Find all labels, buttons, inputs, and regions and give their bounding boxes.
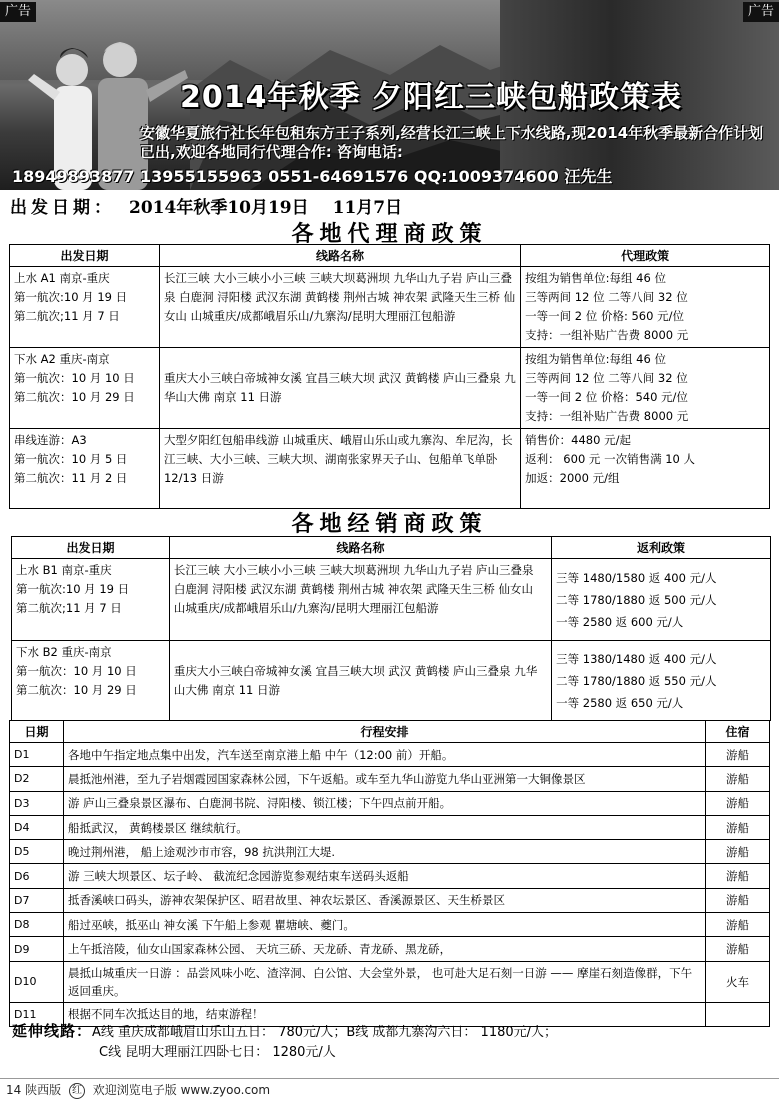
stay-cell: 游船 xyxy=(706,864,770,888)
stay-cell: 游船 xyxy=(706,937,770,961)
policy-line: 三等两间 12 位 二等八间 32 位 xyxy=(525,371,688,385)
dist-policy-table xyxy=(11,536,771,721)
policy-line: 销售价：4480 元/起 xyxy=(525,433,631,447)
policy-cell xyxy=(521,348,770,429)
policy-line: 支持：一组补贴广告费 8000 元 xyxy=(525,409,689,423)
table-row xyxy=(10,937,770,961)
route-cell: 重庆大小三峡白帝城神女溪 宜昌三峡大坝 武汉 黄鹤楼 庐山三叠泉 九华山大佛 南京 11 日游 xyxy=(169,641,551,721)
policy-line: 按组为销售单位:每组 46 位 xyxy=(525,352,666,366)
dates-cell xyxy=(10,429,160,509)
day-cell: D1 xyxy=(10,743,64,767)
header-route: 线路名称 xyxy=(169,537,551,559)
sailing-date: 第一航次:10 月 19 日 xyxy=(16,582,130,596)
policy-line: 支持：一组补贴广告费 8000 元 xyxy=(525,328,689,342)
plan-cell: 各地中午指定地点集中出发，汽车送至南京港上船 中午（12:00 前）开船。 xyxy=(63,743,705,767)
sailing-date: 第二航次;11 月 7 日 xyxy=(16,601,122,615)
table-row xyxy=(10,913,770,937)
policy-line: 加返：2000 元/组 xyxy=(525,471,620,485)
table-row xyxy=(10,864,770,888)
stay-cell: 火车 xyxy=(706,961,770,1002)
plan-cell: 晨抵池州港，至九子岩烟霞园国家森林公园，下午返船。或车至九华山游览九华山亚洲第一大铜像景区 xyxy=(63,767,705,791)
policy-cell xyxy=(521,429,770,509)
page-number: 14 xyxy=(6,1083,22,1097)
header-stay: 住宿 xyxy=(706,721,770,743)
sailing-date: 第一航次：10 月 10 日 xyxy=(16,664,137,678)
sailing-date: 第二航次;11 月 7 日 xyxy=(14,309,120,323)
plan-cell: 游 庐山三叠泉景区瀑布、白鹿洞书院、浔阳楼、锁江楼；下午四点前开船。 xyxy=(63,791,705,815)
plan-cell: 晚过荆州港， 船上途观沙市市容，98 抗洪荆江大堤. xyxy=(63,840,705,864)
table-header-row xyxy=(12,537,771,559)
rebate-cell xyxy=(552,559,771,641)
day-cell: D4 xyxy=(10,815,64,839)
policy-line: 三等两间 12 位 二等八间 32 位 xyxy=(525,290,688,304)
rebate-line: 二等 1780/1880 返 550 元/人 xyxy=(556,673,717,688)
table-header-row xyxy=(10,245,770,267)
stay-cell: 游船 xyxy=(706,815,770,839)
table-row xyxy=(10,743,770,767)
route-cell: 长江三峡 大小三峡小小三峡 三峡大坝葛洲坝 九华山九子岩 庐山三叠泉 白鹿洞 浔阳楼 武汉东湖 黄鹤楼 荆州古城 神农架 武隆天生三桥 仙女山 山城重庆/成都峨眉乐山/九寨沟/昆明大理丽江包船游 xyxy=(169,559,551,641)
departure-date-2: 11月7日 xyxy=(332,198,403,218)
day-cell: D2 xyxy=(10,767,64,791)
table-row xyxy=(10,429,770,509)
plan-cell: 抵香溪峡口码头，游神农架保护区、昭君故里、神农坛景区、香溪源景区、天生桥景区 xyxy=(63,888,705,912)
brand-logo-icon: 红 xyxy=(69,1083,85,1099)
hero-title: 2014年秋季 夕阳红三峡包船政策表 xyxy=(180,80,682,115)
day-cell: D6 xyxy=(10,864,64,888)
departure-label: 出发日期： xyxy=(10,198,115,218)
stay-cell: 游船 xyxy=(706,743,770,767)
table-row xyxy=(10,791,770,815)
sailing-date: 第二航次：10 月 29 日 xyxy=(16,683,137,697)
table-row xyxy=(12,559,771,641)
itinerary-table xyxy=(9,720,770,1027)
day-cell: D3 xyxy=(10,791,64,815)
table-row xyxy=(10,840,770,864)
rebate-line: 一等 2580 返 600 元/人 xyxy=(556,614,684,629)
agent-policy-table xyxy=(9,244,770,509)
day-cell: D7 xyxy=(10,888,64,912)
agent-policy-title: 各地代理商政策 xyxy=(291,221,488,247)
header-plan: 行程安排 xyxy=(63,721,705,743)
extension-line-1: A线 重庆成都峨眉山乐山五日： 780元/人；B线 成都九寨沟六日： 1180元/人； xyxy=(92,1025,558,1040)
stay-cell xyxy=(706,1002,770,1026)
plan-cell: 船过巫峡，抵巫山 神女溪 下午船上参观 瞿塘峡、夔门。 xyxy=(63,913,705,937)
extension-label: 延伸线路： xyxy=(12,1022,93,1040)
table-row xyxy=(10,767,770,791)
departure-line xyxy=(10,193,402,218)
stay-cell: 游船 xyxy=(706,767,770,791)
ad-label-left: 广告 xyxy=(0,2,36,22)
route-code: 下水 A2 重庆-南京 xyxy=(14,352,110,366)
dates-cell xyxy=(12,559,170,641)
day-cell: D11 xyxy=(10,1002,64,1026)
policy-line: 按组为销售单位:每组 46 位 xyxy=(525,271,666,285)
rebate-line: 三等 1480/1580 返 400 元/人 xyxy=(556,570,717,585)
route-code: 串线连游：A3 xyxy=(14,433,87,447)
stay-cell: 游船 xyxy=(706,840,770,864)
policy-cell xyxy=(521,267,770,348)
route-code: 上水 B1 南京-重庆 xyxy=(16,563,112,577)
rebate-line: 一等 2580 返 650 元/人 xyxy=(556,695,684,710)
day-cell: D8 xyxy=(10,913,64,937)
dist-policy-title: 各地经销商政策 xyxy=(291,511,488,537)
ad-label-right: 广告 xyxy=(743,2,779,22)
header-route: 线路名称 xyxy=(159,245,520,267)
route-code: 下水 B2 重庆-南京 xyxy=(16,645,112,659)
route-cell: 重庆大小三峡白帝城神女溪 宜昌三峡大坝 武汉 黄鹤楼 庐山三叠泉 九华山大佛 南京 11 日游 xyxy=(159,348,520,429)
extension-line-2: C线 昆明大理丽江四卧七日： 1280元/人 xyxy=(99,1045,336,1060)
hero-intro: 安徽华夏旅行社长年包租东方王子系列,经营长江三峡上下水线路,现2014年秋季最新合作计划已出,欢迎各地同行代理合作: 咨询电话: xyxy=(140,124,764,161)
sailing-date: 第一航次：10 月 5 日 xyxy=(14,452,128,466)
plan-cell: 船抵武汉， 黄鹤楼景区 继续航行。 xyxy=(63,815,705,839)
header-policy: 代理政策 xyxy=(521,245,770,267)
sailing-date: 第二航次：10 月 29 日 xyxy=(14,390,135,404)
dates-cell xyxy=(10,348,160,429)
header-rebate: 返利政策 xyxy=(552,537,771,559)
table-row xyxy=(10,348,770,429)
header-day: 日期 xyxy=(10,721,64,743)
table-row xyxy=(10,267,770,348)
table-header-row xyxy=(10,721,770,743)
page-footer xyxy=(0,1078,779,1100)
day-cell: D5 xyxy=(10,840,64,864)
sailing-date: 第二航次：11 月 2 日 xyxy=(14,471,128,485)
day-cell: D9 xyxy=(10,937,64,961)
plan-cell: 游 三峡大坝景区、坛子岭、 截流纪念园游览参观结束车送码头返船 xyxy=(63,864,705,888)
extension-lines xyxy=(12,1021,557,1063)
header-dates: 出发日期 xyxy=(12,537,170,559)
plan-cell: 根据不同车次抵达目的地，结束游程！ xyxy=(63,1002,705,1026)
sailing-date: 第一航次：10 月 10 日 xyxy=(14,371,135,385)
plan-cell: 晨抵山城重庆一日游 ：品尝风味小吃、渣滓洞、白公馆、大会堂外景， 也可赴大足石刻一日游 —— 摩崖石刻造像群，下午返回重庆。 xyxy=(63,961,705,1002)
plan-cell: 上午抵涪陵，仙女山国家森林公园、 天坑三硚、天龙硚、青龙硚、黑龙硚， xyxy=(63,937,705,961)
route-cell: 长江三峡 大小三峡小小三峡 三峡大坝葛洲坝 九华山九子岩 庐山三叠泉 白鹿洞 浔阳楼 武汉东湖 黄鹤楼 荆州古城 神农架 武隆天生三桥 仙女山 山城重庆/成都峨眉乐山/九寨沟/昆明大理丽江包船游 xyxy=(159,267,520,348)
edition-label: 陕西版 xyxy=(25,1083,62,1097)
dates-cell xyxy=(12,641,170,721)
table-row xyxy=(10,815,770,839)
stay-cell: 游船 xyxy=(706,913,770,937)
stay-cell: 游船 xyxy=(706,791,770,815)
route-cell: 大型夕阳红包船串线游 山城重庆、峨眉山乐山或九寨沟、牟尼沟，长江三峡、大小三峡、三峡大坝、湖南张家界天子山、包船单飞单卧 12/13 日游 xyxy=(159,429,520,509)
departure-season: 2014年秋季10月19日 xyxy=(129,198,309,218)
table-row xyxy=(10,961,770,1002)
table-row xyxy=(10,888,770,912)
rebate-line: 二等 1780/1880 返 500 元/人 xyxy=(556,592,717,607)
policy-line: 一等一间 2 位 价格: 560 元/位 xyxy=(525,309,684,323)
policy-line: 一等一间 2 位 价格：540 元/位 xyxy=(525,390,688,404)
sailing-date: 第一航次:10 月 19 日 xyxy=(14,290,128,304)
stay-cell: 游船 xyxy=(706,888,770,912)
rebate-line: 三等 1380/1480 返 400 元/人 xyxy=(556,651,717,666)
day-cell: D10 xyxy=(10,961,64,1002)
table-row xyxy=(12,641,771,721)
route-code: 上水 A1 南京-重庆 xyxy=(14,271,110,285)
hero-contact: 18949893877 13955155963 0551-64691576 QQ:1009374600 汪先生 xyxy=(12,167,613,186)
rebate-cell xyxy=(552,641,771,721)
policy-line: 返利： 600 元 一次销售满 10 人 xyxy=(525,452,696,466)
footer-link[interactable]: 欢迎浏览电子版 www.zyoo.com xyxy=(92,1083,271,1097)
header-dates: 出发日期 xyxy=(10,245,160,267)
dates-cell xyxy=(10,267,160,348)
